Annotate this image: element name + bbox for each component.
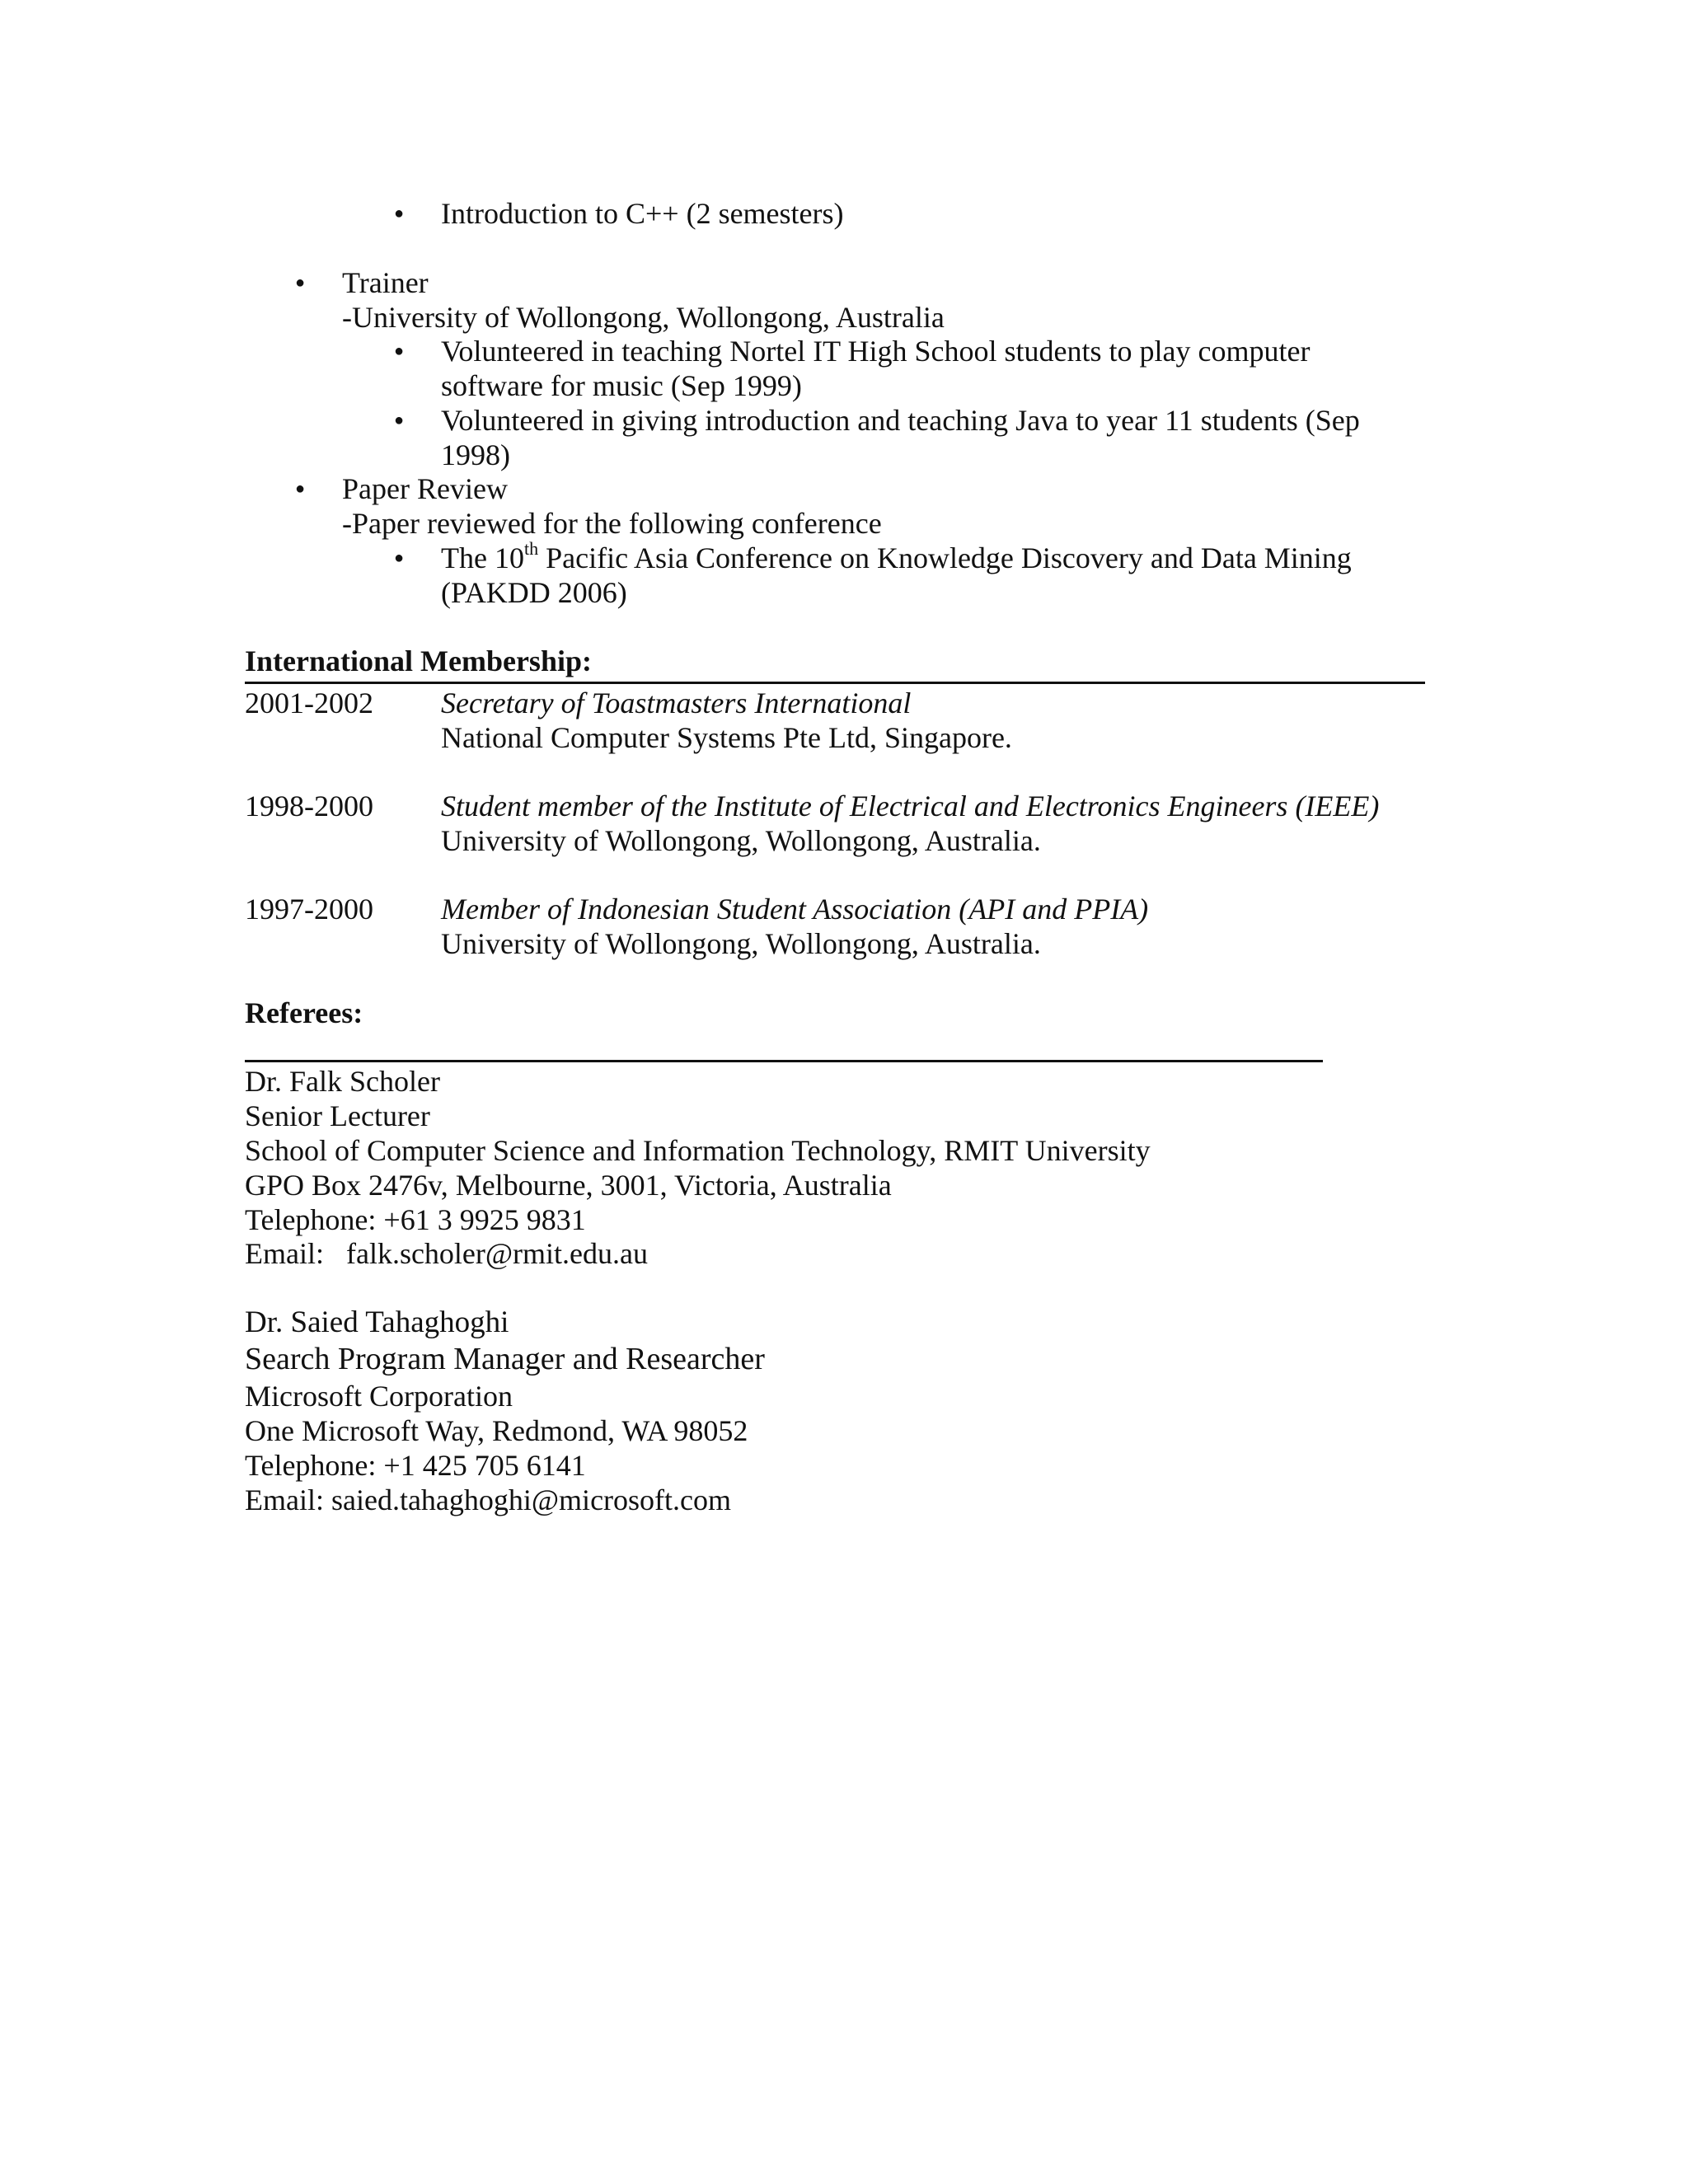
membership-years-1: 2001-2002 bbox=[245, 687, 373, 719]
referee-2-title: Search Program Manager and Researcher bbox=[245, 1342, 765, 1376]
referee-1-dept: School of Computer Science and Information Technology, RMIT University bbox=[245, 1134, 1151, 1167]
trainer-item-1-line2: software for music (Sep 1999) bbox=[441, 369, 802, 402]
trainer-item-1-line1: Volunteered in teaching Nortel IT High School students to play computer bbox=[441, 335, 1311, 368]
course-cpp: Introduction to C++ (2 semesters) bbox=[441, 197, 844, 230]
bullet-icon: ● bbox=[295, 274, 306, 292]
trainer-institution: -University of Wollongong, Wollongong, Australia bbox=[342, 301, 945, 334]
membership-role-3: Member of Indonesian Student Association (API and PPIA) bbox=[441, 893, 1149, 926]
membership-years-2: 1998-2000 bbox=[245, 790, 373, 823]
trainer-item-2-line2: 1998) bbox=[441, 438, 510, 471]
membership-heading: International Membership: bbox=[245, 644, 592, 677]
referee-1-address: GPO Box 2476v, Melbourne, 3001, Victoria, Australia bbox=[245, 1169, 892, 1202]
paper-review-subheading: -Paper reviewed for the following conference bbox=[342, 507, 882, 540]
referee-2-name: Dr. Saied Tahaghoghi bbox=[245, 1305, 509, 1339]
paper-review-item: The 10th Pacific Asia Conference on Knowledge Discovery and Data Mining bbox=[441, 538, 1352, 574]
paper-review-item-line2: (PAKDD 2006) bbox=[441, 576, 627, 609]
referee-2-telephone: Telephone: +1 425 705 6141 bbox=[245, 1449, 586, 1482]
paper-review-heading: Paper Review bbox=[342, 472, 508, 505]
membership-org-1: National Computer Systems Pte Ltd, Singapore. bbox=[441, 721, 1012, 754]
membership-role-2: Student member of the Institute of Electrical and Electronics Engineers (IEEE) bbox=[441, 790, 1380, 823]
membership-org-3: University of Wollongong, Wollongong, Australia. bbox=[441, 927, 1041, 960]
referee-2-email: Email: saied.tahaghoghi@microsoft.com bbox=[245, 1483, 732, 1516]
membership-org-2: University of Wollongong, Wollongong, Australia. bbox=[441, 824, 1041, 857]
trainer-heading: Trainer bbox=[342, 266, 429, 299]
membership-divider bbox=[245, 682, 1425, 684]
bullet-icon: ● bbox=[394, 204, 405, 223]
bullet-icon: ● bbox=[394, 411, 405, 429]
bullet-icon: ● bbox=[295, 480, 306, 498]
referees-divider bbox=[245, 1060, 1323, 1062]
referee-1-name: Dr. Falk Scholer bbox=[245, 1065, 440, 1098]
membership-years-3: 1997-2000 bbox=[245, 893, 373, 926]
referee-1-email: Email: falk.scholer@rmit.edu.au bbox=[245, 1237, 649, 1270]
referee-2-address: One Microsoft Way, Redmond, WA 98052 bbox=[245, 1414, 748, 1447]
bullet-icon: ● bbox=[394, 342, 405, 360]
referees-heading: Referees: bbox=[245, 996, 363, 1029]
referee-1-title: Senior Lecturer bbox=[245, 1099, 430, 1132]
bullet-icon: ● bbox=[394, 549, 405, 567]
trainer-item-2-line1: Volunteered in giving introduction and teaching Java to year 11 students (Sep bbox=[441, 404, 1360, 437]
membership-role-1: Secretary of Toastmasters International bbox=[441, 687, 912, 719]
referee-2-company: Microsoft Corporation bbox=[245, 1380, 513, 1413]
referee-1-telephone: Telephone: +61 3 9925 9831 bbox=[245, 1203, 586, 1236]
